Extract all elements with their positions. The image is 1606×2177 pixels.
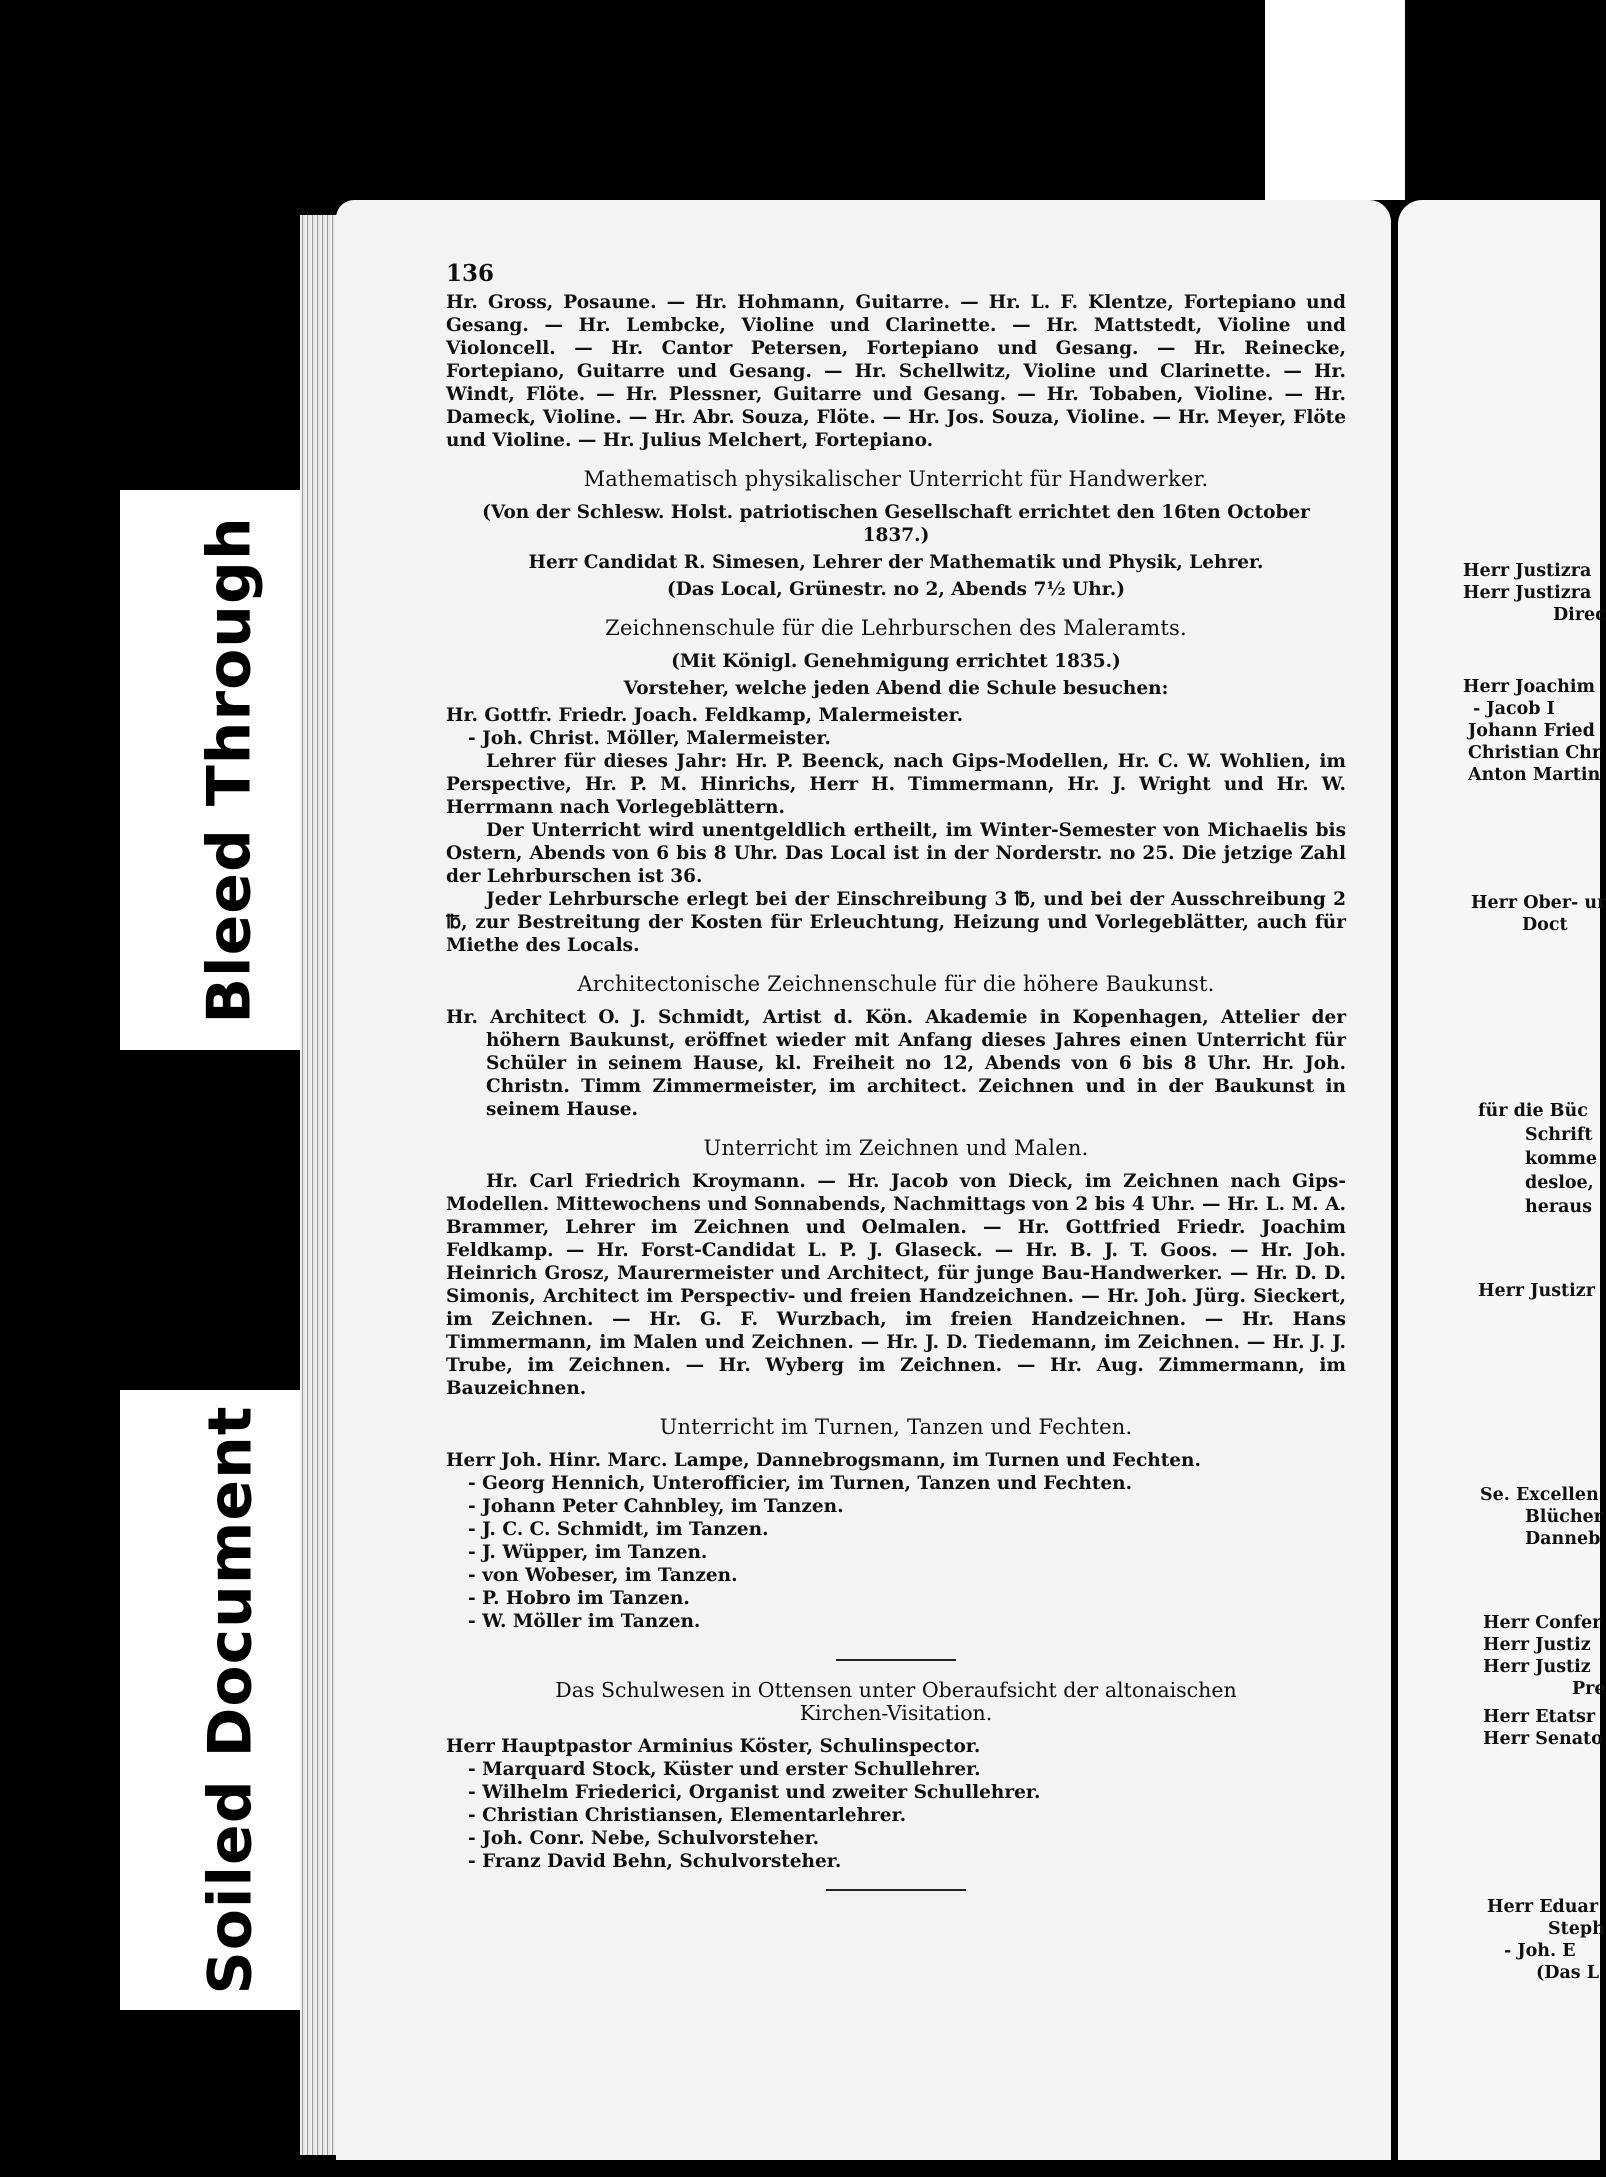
drawing-school-fees: Jeder Lehrbursche erlegt bei der Einschreibung 3 ℔, und bei der Ausschreibung 2 ℔, zur Bestreitung der Kosten für Erleuchtung, Heizung und Vorlegeblätter, auch für Miethe des Locals.	[446, 889, 1346, 956]
right-page-line: Herr Justizra	[1463, 561, 1592, 581]
right-page-line: Pre	[1572, 1679, 1606, 1699]
right-page-line: Herr Senato	[1483, 1729, 1603, 1749]
ottensen-heading-line1: Das Schulwesen in Ottensen unter Oberaufsicht der altonaischen	[555, 1678, 1237, 1702]
right-page-line: Herr Justizr	[1478, 1281, 1595, 1301]
list-item: - von Wobeser, im Tanzen.	[468, 1565, 738, 1586]
drawing-painting-paragraph: Hr. Carl Friedrich Kroymann. — Hr. Jacob von Dieck, im Zeichnen nach Gips-Modellen. Mittewochens und Sonnabends, Nachmittags von 2 bis 4 Uhr. — Hr. L. M. A. Brammer, Lehrer im Zeichnen und Oelmalen. — Hr. Gottfried Friedr. Joachim Feldkamp. — Hr. Forst-Candidat L. P. J. Glaseck. — Hr. B. J. T. Goos. — Hr. Joh. Heinrich Grosz, Maurermeister und Architect, für junge Bau-Handwerker. — Hr. D. D. Simonis, Architect im Perspectiv- und freien Handzeichnen. — Hr. Joh. Jürg. Sieckert, im Zeichnen. — Hr. G. F. Wurzbach, im freien Handzeichnen. — Hr. Hans Timmermann, im Malen und Zeichnen. — Hr. J. D. Tiedemann, im Zeichnen. — Hr. J. J. Trube, im Zeichnen. — Hr. Wyberg im Zeichnen. — Hr. Aug. Zimmermann, im Bauzeichnen.	[446, 1171, 1346, 1399]
soiled-document-label: Soiled Document	[195, 1405, 266, 1995]
ottensen-heading-line2: Kirchen-Visitation.	[799, 1701, 993, 1725]
right-page-line: Herr Justiz	[1483, 1657, 1591, 1677]
page-content	[446, 262, 1346, 1891]
drawing-school-directors-intro: Vorsteher, welche jeden Abend die Schule besuchen:	[623, 678, 1169, 699]
drawing-school-schedule: Der Unterricht wird unentgeldlich ertheilt, im Winter-Semester von Michaelis bis Ostern, Abends von 6 bis 8 Uhr. Das Local ist in der Norderstr. no 25. Die jetzige Zahl der Lehrburschen ist 36.	[446, 820, 1346, 887]
architecture-heading: Architectonische Zeichnenschule für die höhere Baukunst.	[577, 972, 1215, 996]
right-page-line: (Das L	[1536, 1963, 1600, 1983]
right-page-line: Herr Justizra	[1463, 583, 1592, 603]
list-item: Herr Hauptpastor Arminius Köster, Schulinspector.	[446, 1736, 981, 1757]
right-page-line: Danneb	[1525, 1529, 1601, 1549]
right-page-line: komme	[1525, 1149, 1597, 1169]
architecture-paragraph: Hr. Architect O. J. Schmidt, Artist d. Kön. Akademie in Kopenhagen, Attelier der höhern Baukunst, eröffnet wieder mit Anfang dieses Jahres einen Unterricht für Schüler in seinem Hause, kl. Freiheit no 12, Abends von 6 bis 8 Uhr. Hr. Joh. Christn. Timm Zimmermeister, im architect. Zeichnen und in der Baukunst in seinem Hause.	[446, 1007, 1346, 1120]
right-page-line: Herr Justiz	[1483, 1635, 1591, 1655]
list-item: - Wilhelm Friederici, Organist und zweiter Schullehrer.	[468, 1782, 1041, 1803]
section-divider	[836, 1659, 956, 1661]
book-page-edges	[300, 215, 338, 2155]
right-page-line: Herr Ober- ur	[1471, 893, 1606, 913]
drawing-school-teachers: Lehrer für dieses Jahr: Hr. P. Beenck, nach Gips-Modellen, Hr. C. W. Wohlien, im Perspective, Hr. P. M. Hinrichs, Herr H. Timmermann, Hr. J. Wright und Hr. W. Herrmann nach Vorlegeblättern.	[446, 751, 1346, 818]
list-item: - Franz David Behn, Schulvorsteher.	[468, 1851, 842, 1872]
math-teacher-line: Herr Candidat R. Simesen, Lehrer der Mathematik und Physik, Lehrer.	[528, 552, 1264, 573]
right-page-line: - Joh. E	[1504, 1941, 1576, 1961]
right-page-line: Schrift	[1525, 1125, 1593, 1145]
right-page-line: Se. Excellen	[1480, 1485, 1599, 1505]
list-item: - W. Möller im Tanzen.	[468, 1611, 701, 1632]
director-line: - Joh. Christ. Möller, Malermeister.	[468, 728, 831, 749]
right-page-line: Direc	[1553, 605, 1606, 625]
gymnastics-list	[446, 1449, 1346, 1633]
bleed-through-label: Bleed Through	[195, 516, 266, 1024]
right-page-line: - Jacob I	[1473, 699, 1555, 719]
section-divider	[826, 1889, 966, 1891]
right-page-line: Doct	[1522, 915, 1568, 935]
right-page-line: Christian Chr	[1468, 743, 1602, 763]
right-page-line: desloe,	[1525, 1173, 1594, 1193]
list-item: - P. Hobro im Tanzen.	[468, 1588, 690, 1609]
ottensen-list	[446, 1735, 1346, 1873]
right-page-line: Herr Eduar	[1487, 1897, 1599, 1917]
music-teachers-paragraph: Hr. Gross, Posaune. — Hr. Hohmann, Guitarre. — Hr. L. F. Klentze, Fortepiano und Gesang. — Hr. Lembcke, Violine und Clarinette. — Hr. Mattstedt, Violine und Violoncell. — Hr. Cantor Petersen, Fortepiano und Gesang. — Hr. Reinecke, Fortepiano, Guitarre und Gesang. — Hr. Schellwitz, Violine und Clarinette. — Hr. Windt, Flöte. — Hr. Plessner, Guitarre und Gesang. — Hr. Tobaben, Violine. — Hr. Dameck, Violine. — Hr. Abr. Souza, Flöte. — Hr. Jos. Souza, Violine. — Hr. Meyer, Flöte und Violine. — Hr. Julius Melchert, Fortepiano.	[446, 292, 1346, 451]
right-page-line: für die Büc	[1478, 1101, 1588, 1121]
list-item: - Marquard Stock, Küster und erster Schullehrer.	[468, 1759, 981, 1780]
top-background	[1265, 0, 1405, 200]
right-page-line: Herr Etatsr	[1483, 1707, 1596, 1727]
right-page-line: Herr Joachim	[1463, 677, 1596, 697]
drawing-school-approval: (Mit Königl. Genehmigung errichtet 1835.)	[671, 651, 1121, 672]
list-item: - Georg Hennich, Unterofficier, im Turnen, Tanzen und Fechten.	[468, 1473, 1133, 1494]
drawing-school-heading: Zeichnenschule für die Lehrburschen des Maleramts.	[605, 616, 1187, 640]
drawing-painting-heading: Unterricht im Zeichnen und Malen.	[703, 1136, 1089, 1160]
director-line: Hr. Gottfr. Friedr. Joach. Feldkamp, Malermeister.	[446, 705, 964, 726]
page-number: 136	[446, 260, 495, 287]
right-page-line: heraus	[1525, 1197, 1592, 1217]
right-page-line: Herr Confer	[1483, 1613, 1602, 1633]
list-item: Herr Joh. Hinr. Marc. Lampe, Dannebrogsmann, im Turnen und Fechten.	[446, 1450, 1201, 1471]
list-item: - J. C. C. Schmidt, im Tanzen.	[468, 1519, 769, 1540]
right-page-line: Steph	[1548, 1919, 1605, 1939]
math-heading: Mathematisch physikalischer Unterricht für Handwerker.	[583, 467, 1209, 491]
math-founding-line: (Von der Schlesw. Holst. patriotischen Gesellschaft errichtet den 16ten October 1837.)	[482, 502, 1310, 546]
gymnastics-heading: Unterricht im Turnen, Tanzen und Fechten.	[659, 1415, 1133, 1439]
right-page-line: Blücher	[1525, 1507, 1603, 1527]
right-page-line: Anton Martin	[1468, 765, 1601, 785]
list-item: - Christian Christiansen, Elementarlehrer.	[468, 1805, 907, 1826]
list-item: - Joh. Conr. Nebe, Schulvorsteher.	[468, 1828, 820, 1849]
list-item: - Johann Peter Cahnbley, im Tanzen.	[468, 1496, 844, 1517]
list-item: - J. Wüpper, im Tanzen.	[468, 1542, 708, 1563]
math-location-line: (Das Local, Grünestr. no 2, Abends 7½ Uhr.)	[667, 579, 1125, 600]
right-page-line: Johann Fried	[1468, 721, 1595, 741]
